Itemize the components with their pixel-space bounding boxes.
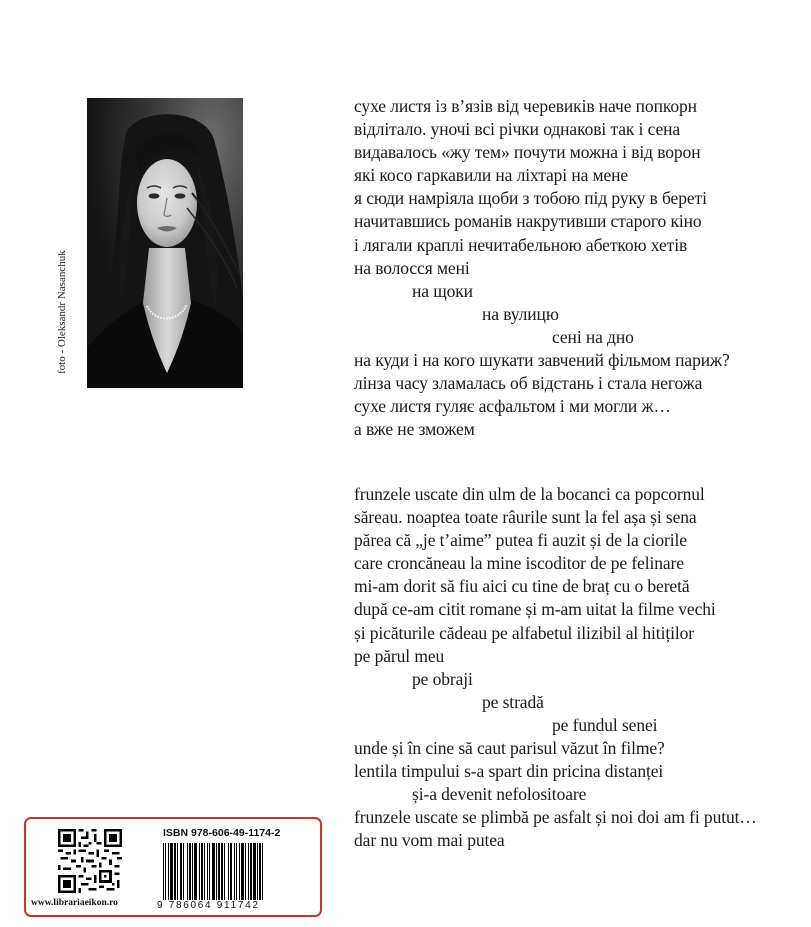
poem-line-indented: pe fundul senei	[552, 714, 658, 735]
poem-line: сухе листя гуляє асфальтом і ми могли ж…	[354, 396, 671, 417]
poem-line: care croncăneau la mine iscoditor de pe felinare	[354, 553, 684, 574]
poem-line: на куди і на кого шукати завчений фільмом париж?	[354, 350, 730, 371]
poem-line-indented: și-a devenit nefolositoare	[412, 784, 587, 805]
poem-line: unde și în cine să caut parisul văzut în filme?	[354, 738, 665, 759]
qr-code-icon	[58, 829, 122, 893]
poem-romanian	[354, 483, 809, 853]
poem-line: сухе листя із в’язів від черевиків наче попкорн	[354, 96, 697, 116]
poem-line: lentila timpului s-a spart din pricina distanței	[354, 761, 664, 782]
poem-line-indented: сені на дно	[552, 326, 634, 347]
author-photo	[87, 98, 243, 388]
isbn-barcode-box	[24, 817, 322, 917]
poem-line: а вже не зможем	[354, 419, 475, 440]
poem-line: я сюди намріяла щоби з тобою під руку в береті	[354, 188, 707, 209]
poem-line-indented: pe obraji	[412, 668, 473, 689]
poem-line: după ce-am citit romane și m-am uitat la filme vechi	[354, 599, 716, 620]
poem-line-indented: на щоки	[412, 280, 473, 301]
barcode-number: 9 786064 911742	[157, 900, 313, 911]
poem-line: pe părul meu	[354, 645, 445, 666]
poem-line: і лягали краплі нечитабельною абеткою хетів	[354, 234, 688, 255]
poem-line: dar nu vom mai putea	[354, 830, 505, 851]
poem-line: начитавшись романів накрутивши старого кіно	[354, 211, 702, 232]
poem-line: відлітало. уночі всі річки однакові так і сена	[354, 119, 681, 140]
poem-line-indented: pe stradă	[482, 691, 544, 712]
publisher-website: www.librariaeikon.ro	[31, 898, 118, 908]
poem-line: săreau. noaptea toate râurile sunt la fel așa și sena	[354, 507, 697, 528]
poem-line: які косо гаркавили на ліхтарі на мене	[354, 165, 629, 186]
poem-line: frunzele uscate din ulm de la bocanci ca popcornul	[354, 484, 705, 504]
poem-line: видавалось «жу тем» почути можна і від ворон	[354, 142, 701, 163]
poem-line: mi-am dorit să fiu aici cu tine de braț cu o beretă	[354, 576, 690, 597]
poem-line: părea că „je t’aime” putea fi auzit și de la ciorile	[354, 530, 687, 551]
poem-line: лінза часу зламалась об відстань і стала негожа	[354, 373, 703, 394]
poem-line-indented: на вулицю	[482, 303, 559, 324]
poem-ukrainian	[354, 95, 809, 441]
poem-line: на волосся мені	[354, 257, 470, 278]
isbn-label: ISBN 978-606-49-1174-2	[163, 827, 281, 839]
poem-line: și picăturile cădeau pe alfabetul ilizibil al hitiților	[354, 622, 694, 643]
barcode-icon	[157, 843, 313, 901]
photo-credit: foto - Oleksandr Nasanchuk	[56, 250, 68, 374]
poem-line: frunzele uscate se plimbă pe asfalt și noi doi am fi putut…	[354, 807, 757, 828]
